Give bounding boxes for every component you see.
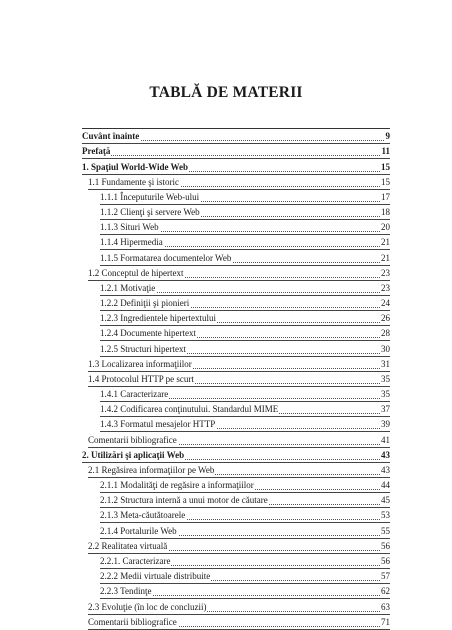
toc-entry-page: 11 (381, 146, 390, 157)
toc-entry[interactable] (82, 311, 390, 326)
toc-entry-page: 43 (381, 449, 390, 460)
toc-entry-title: Comentarii bibliografice (88, 434, 177, 445)
toc-entry-page: 18 (381, 207, 390, 218)
toc-entry-page: 35 (381, 389, 390, 400)
toc-entry[interactable] (82, 357, 390, 372)
toc-entry[interactable] (82, 508, 390, 523)
toc-entry-page: 15 (381, 176, 390, 187)
toc-entry-page: 9 (385, 131, 390, 142)
toc-entry-title: 2.1 Regăsirea informaţiilor pe Web (88, 464, 215, 475)
toc-entry[interactable] (82, 432, 390, 447)
toc-entry[interactable] (82, 402, 390, 417)
toc-entry-title: 1.1 Fundamente şi istoric (88, 176, 179, 187)
toc-entry[interactable] (82, 554, 390, 569)
toc-entry-page: 24 (381, 298, 390, 309)
toc-entry-page: 53 (381, 510, 390, 521)
toc-entry-title: 1.4 Protocolul HTTP pe scurt (88, 373, 194, 384)
toc-entry-page: 41 (381, 434, 390, 445)
toc-entry[interactable] (82, 250, 390, 265)
toc-entry-title: 1.1.5 Formatarea documentelor Web (100, 252, 232, 263)
toc-entry-page: 56 (381, 540, 390, 551)
toc-entry[interactable] (82, 266, 390, 281)
toc-entry-page: 39 (381, 419, 390, 430)
toc-entry[interactable] (82, 190, 390, 205)
toc-entry-title: Comentarii bibliografice (88, 616, 177, 627)
toc-entry-title: 2.2.1. Caracterizare (100, 555, 171, 566)
toc-entry[interactable] (82, 159, 390, 174)
toc-entry-page: 26 (381, 313, 390, 324)
toc-entry-title: 1.2.5 Structuri hipertext (100, 343, 186, 354)
toc-entry[interactable] (82, 478, 390, 493)
toc-entry-title: 2.2 Realitatea virtuală (88, 540, 168, 551)
toc-entry-title: 1.2.3 Ingredientele hipertextului (100, 313, 216, 324)
toc-entry-page: 23 (381, 267, 390, 278)
toc-entry[interactable] (82, 417, 390, 432)
toc-entry-page: 21 (381, 252, 390, 263)
toc-entry-title: 1.1.3 Situri Web (100, 222, 159, 233)
toc-entry-page: 63 (381, 601, 390, 612)
toc-entry[interactable] (82, 175, 390, 190)
toc-entry-page: 20 (381, 222, 390, 233)
toc-entry-page: 37 (381, 404, 390, 415)
toc-entry-title: Prefaţă (82, 146, 111, 157)
toc-entry[interactable] (82, 341, 390, 356)
toc-entry-title: 1.4.3 Formatul mesajelor HTTP (100, 419, 216, 430)
toc-entry-title: 2. Utilizări şi aplicaţii Web (82, 449, 185, 460)
toc-entry[interactable] (82, 220, 390, 235)
toc-entry-title: 2.1.2 Structura internă a unui motor de căutare (100, 495, 268, 506)
toc-entry-page: 44 (381, 480, 390, 491)
toc-entry[interactable] (82, 463, 390, 478)
toc-entry[interactable] (82, 448, 390, 463)
toc-entry-title: 2.2.2 Medii virtuale distribuite (100, 571, 211, 582)
toc-entry[interactable] (82, 539, 390, 554)
toc-entry-title: 2.3 Evoluţie (în loc de concluzii) (88, 601, 207, 612)
toc-entry[interactable] (82, 129, 390, 144)
toc-entry[interactable] (82, 523, 390, 538)
toc-entry-title: 1.2 Conceptul de hipertext (88, 267, 184, 278)
toc-entry-page: 35 (381, 373, 390, 384)
toc-entry-page: 56 (381, 555, 390, 566)
table-of-contents (82, 128, 390, 630)
toc-entry-title: 2.1.3 Meta-căutătoarele (100, 510, 186, 521)
toc-entry[interactable] (82, 372, 390, 387)
toc-entry-page: 45 (381, 495, 390, 506)
toc-entry-page: 43 (381, 464, 390, 475)
toc-entry-page: 15 (381, 161, 390, 172)
toc-entry[interactable] (82, 615, 390, 630)
toc-entry-title: 1.4.2 Codificarea conţinutului. Standardul MIME (100, 404, 279, 415)
toc-entry-title: 1.2.2 Definiţii şi pionieri (100, 298, 190, 309)
toc-entry[interactable] (82, 235, 390, 250)
toc-entry-page: 28 (381, 328, 390, 339)
toc-entry[interactable] (82, 493, 390, 508)
toc-entry-page: 57 (381, 571, 390, 582)
toc-entry[interactable] (82, 569, 390, 584)
toc-entry[interactable] (82, 205, 390, 220)
toc-entry[interactable] (82, 326, 390, 341)
toc-leader-dots (82, 155, 384, 156)
toc-entry[interactable] (82, 281, 390, 296)
toc-entry-title: 1.1.4 Hipermedia (100, 237, 163, 248)
toc-entry-page: 31 (381, 358, 390, 369)
toc-entry-title: 1.4.1 Caracterizare (100, 389, 169, 400)
toc-entry-title: 1. Spaţiul World-Wide Web (82, 161, 189, 172)
toc-entry-page: 23 (381, 282, 390, 293)
toc-entry[interactable] (82, 387, 390, 402)
toc-entry[interactable] (82, 584, 390, 599)
toc-entry[interactable] (82, 144, 390, 159)
toc-entry-title: 2.1.4 Portalurile Web (100, 525, 177, 536)
page-title: TABLĂ DE MATERII (149, 84, 303, 101)
toc-entry-title: Cuvânt înainte (82, 131, 140, 142)
toc-entry-title: 2.2.3 Tendinţe (100, 586, 152, 597)
toc-entry-page: 17 (381, 191, 390, 202)
toc-entry[interactable] (82, 296, 390, 311)
toc-entry-page: 55 (381, 525, 390, 536)
toc-entry-title: 1.3 Localizarea informaţiilor (88, 358, 192, 369)
toc-entry-page: 30 (381, 343, 390, 354)
toc-entry-title: 1.1.2 Clienţi şi servere Web (100, 207, 200, 218)
toc-entry-page: 71 (381, 616, 390, 627)
toc-entry-title: 1.2.1 Motivaţie (100, 282, 156, 293)
toc-entry-page: 62 (381, 586, 390, 597)
toc-entry[interactable] (82, 599, 390, 614)
toc-entry-title: 2.1.1 Modalităţi de regăsire a informaţiilor (100, 480, 254, 491)
toc-entry-title: 1.1.1 Începuturile Web-ului (100, 191, 200, 202)
toc-entry-title: 1.2.4 Documente hipertext (100, 328, 196, 339)
toc-entry-page: 21 (381, 237, 390, 248)
